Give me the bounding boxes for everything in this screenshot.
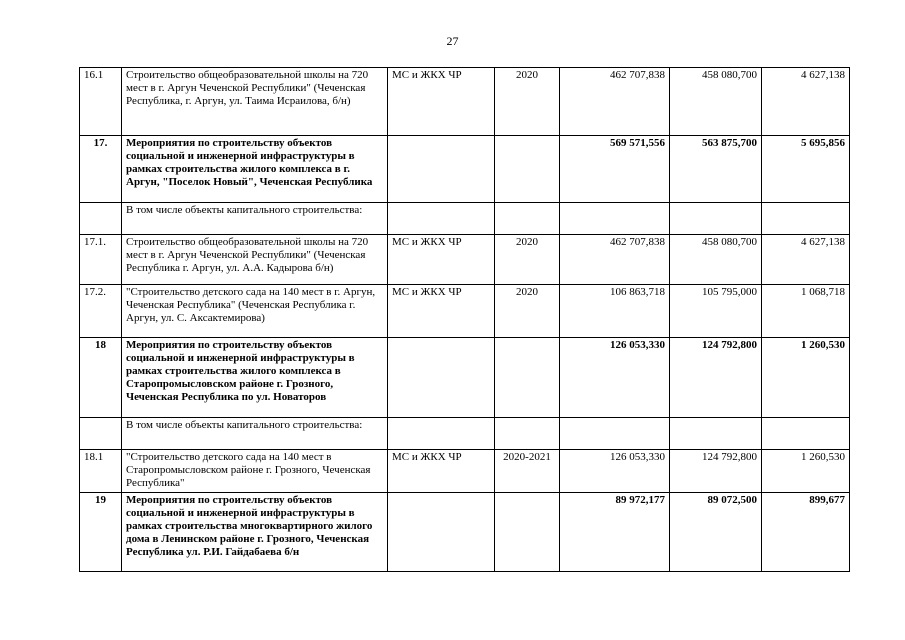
row-number: 17. xyxy=(80,136,122,203)
row-federal xyxy=(670,203,762,235)
table-row xyxy=(80,450,850,493)
row-regional: 899,677 xyxy=(762,493,850,572)
table-row xyxy=(80,203,850,235)
table-row xyxy=(80,136,850,203)
row-name: Мероприятия по строительству объектов социальной и инженерной инфраструктуры в рамках строительства многоквартирного жилого дома в Ленинском районе г. Грозного, Чеченская Республика ул. Р.И. Гайдабаева б/н xyxy=(122,493,388,572)
row-total: 126 053,330 xyxy=(560,338,670,418)
row-year xyxy=(495,418,560,450)
row-name: В том числе объекты капитального строительства: xyxy=(122,203,388,235)
row-year xyxy=(495,136,560,203)
row-total: 462 707,838 xyxy=(560,68,670,136)
row-year: 2020 xyxy=(495,285,560,338)
row-regional: 5 695,856 xyxy=(762,136,850,203)
table-row xyxy=(80,68,850,136)
row-total xyxy=(560,418,670,450)
row-federal: 563 875,700 xyxy=(670,136,762,203)
row-organization xyxy=(388,493,495,572)
row-regional: 1 068,718 xyxy=(762,285,850,338)
row-federal: 124 792,800 xyxy=(670,450,762,493)
row-number: 18.1 xyxy=(80,450,122,493)
row-organization: МС и ЖКХ ЧР xyxy=(388,68,495,136)
row-name: "Строительство детского сада на 140 мест в Старопромысловском районе г. Грозного, Чеченская Республика" xyxy=(122,450,388,493)
table-row xyxy=(80,235,850,285)
row-organization: МС и ЖКХ ЧР xyxy=(388,450,495,493)
row-year xyxy=(495,203,560,235)
row-number: 16.1 xyxy=(80,68,122,136)
row-name: Строительство общеобразовательной школы на 720 мест в г. Аргун Чеченской Республики" (Чеченская Республика, г. Аргун, ул. Таима Исраилова, б/н) xyxy=(122,68,388,136)
row-federal: 89 072,500 xyxy=(670,493,762,572)
row-federal: 458 080,700 xyxy=(670,68,762,136)
row-organization xyxy=(388,338,495,418)
row-federal: 105 795,000 xyxy=(670,285,762,338)
row-number: 18 xyxy=(80,338,122,418)
row-organization: МС и ЖКХ ЧР xyxy=(388,235,495,285)
row-number xyxy=(80,418,122,450)
row-organization xyxy=(388,136,495,203)
row-regional xyxy=(762,203,850,235)
row-name: "Строительство детского сада на 140 мест в г. Аргун, Чеченская Республика" (Чеченская Республика г. Аргун, ул. С. Аксактемирова) xyxy=(122,285,388,338)
row-organization: МС и ЖКХ ЧР xyxy=(388,285,495,338)
row-number: 17.2. xyxy=(80,285,122,338)
row-number: 17.1. xyxy=(80,235,122,285)
row-number xyxy=(80,203,122,235)
table-row xyxy=(80,285,850,338)
row-regional: 4 627,138 xyxy=(762,235,850,285)
row-number: 19 xyxy=(80,493,122,572)
row-year: 2020 xyxy=(495,68,560,136)
row-total: 569 571,556 xyxy=(560,136,670,203)
row-name: Мероприятия по строительству объектов социальной и инженерной инфраструктуры в рамках строительства жилого комплекса в Старопромысловском районе г. Грозного, Чеченская Республика по ул. Новаторов xyxy=(122,338,388,418)
row-federal xyxy=(670,418,762,450)
row-name: В том числе объекты капитального строительства: xyxy=(122,418,388,450)
row-regional: 1 260,530 xyxy=(762,450,850,493)
table-row xyxy=(80,493,850,572)
row-federal: 124 792,800 xyxy=(670,338,762,418)
page-number: 27 xyxy=(446,34,459,48)
row-regional: 1 260,530 xyxy=(762,338,850,418)
row-name: Мероприятия по строительству объектов социальной и инженерной инфраструктуры в рамках строительства жилого комплекса в г. Аргун, "Поселок Новый", Чеченская Республика xyxy=(122,136,388,203)
row-total: 89 972,177 xyxy=(560,493,670,572)
row-total: 106 863,718 xyxy=(560,285,670,338)
row-year: 2020-2021 xyxy=(495,450,560,493)
table-row xyxy=(80,338,850,418)
row-year xyxy=(495,493,560,572)
row-year xyxy=(495,338,560,418)
row-organization xyxy=(388,203,495,235)
table-row xyxy=(80,418,850,450)
row-name: Строительство общеобразовательной школы на 720 мест в г. Аргун Чеченской Республики" (Чеченская Республика г. Аргун, ул. А.А. Кадырова б/н) xyxy=(122,235,388,285)
row-year: 2020 xyxy=(495,235,560,285)
row-total xyxy=(560,203,670,235)
row-total: 126 053,330 xyxy=(560,450,670,493)
row-organization xyxy=(388,418,495,450)
row-federal: 458 080,700 xyxy=(670,235,762,285)
row-regional: 4 627,138 xyxy=(762,68,850,136)
row-regional xyxy=(762,418,850,450)
budget-table xyxy=(79,67,850,572)
row-total: 462 707,838 xyxy=(560,235,670,285)
